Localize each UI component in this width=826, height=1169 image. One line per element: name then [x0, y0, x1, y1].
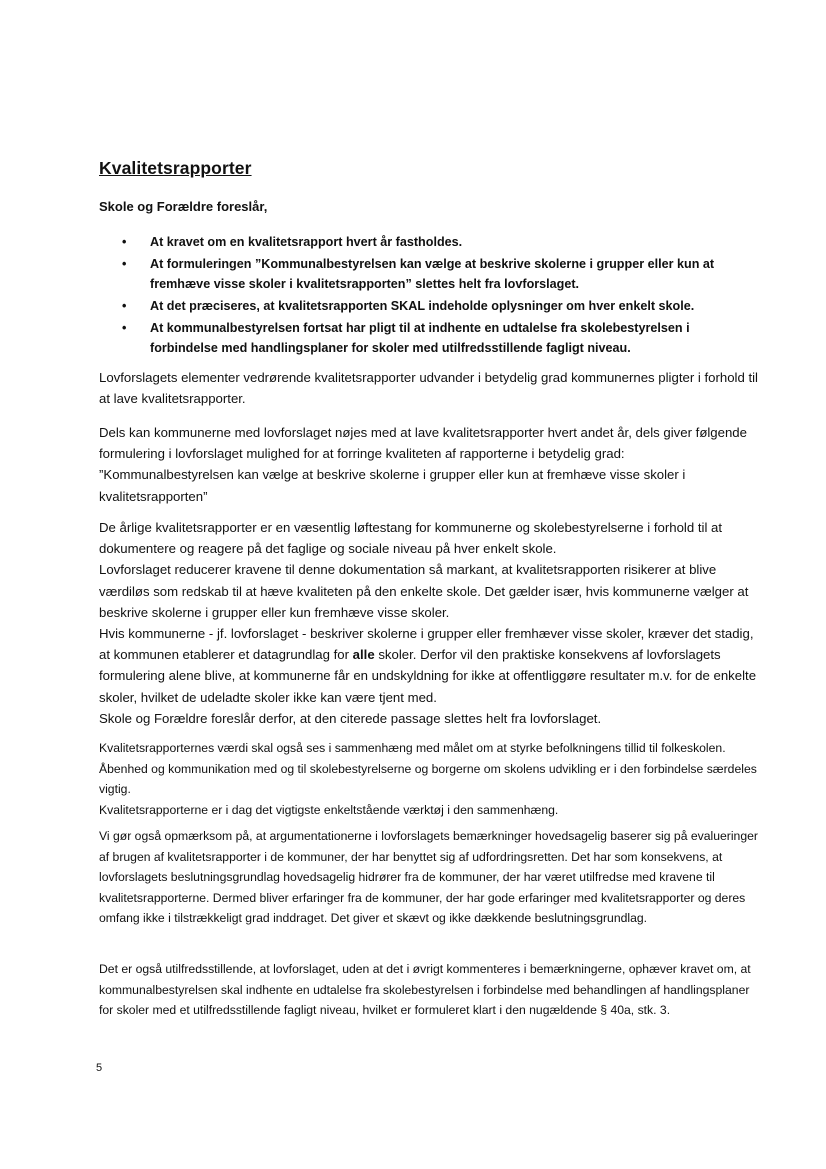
- paragraph-4: [99, 738, 759, 820]
- paragraph-text: Vi gør også opmærksom på, at argumentationerne i lovforslagets bemærkninger hovedsagelig baserer sig på evalueringer af brugen af kvalitetsrapporter i de kommuner, der har benyttet sig af udfordringsretten. Det har som konsekvens, at lovforslagets beslutningsgrundlag hovedsagelig hidrører fra de kommuner, der har været utilfredse med kravene til kvalitetsrapporterne. Dermed bliver erfaringer fra de kommuner, der har gode erfaringer med kvalitetsrapporter og deres omfang ikke i tilstrækkeligt grad inddraget. Det giver et skævt og ikke dækkende beslutningsgrundlag.: [99, 829, 758, 925]
- paragraph-text: De årlige kvalitetsrapporter er en væsentlig løftestang for kommunerne og skolebestyrelserne i forhold til at dokumentere og reagere på det faglige og sociale niveau på hver enkelt skole.: [99, 520, 723, 557]
- proposal-item: [120, 254, 730, 294]
- paragraph-text: [99, 623, 759, 708]
- bullet-icon: •: [122, 235, 127, 249]
- proposal-text: At formuleringen ”Kommunalbestyrelsen kan vælge at beskrive skolerne i grupper eller kun at fremhæve visse skoler i kvalitetsrapporten” slettes helt fra lovforslaget.: [150, 257, 715, 291]
- proposal-item: [120, 318, 730, 358]
- text-run: Hvis kommunerne - jf. lovforslaget - beskriver skolerne i grupper eller fremhæver visse skoler, kræver det stadig, at kommunen etablerer et datagrundlag for: [99, 626, 754, 663]
- proposal-text: At kommunalbestyrelsen fortsat har pligt til at indhente en udtalelse fra skolebestyrelsen i forbindelse med handlingsplaner for skoler med utilfredsstillende fagligt niveau.: [150, 321, 690, 355]
- paragraph-5: [99, 826, 759, 929]
- section-title: Kvalitetsrapporter: [99, 158, 252, 178]
- paragraph-text: Lovforslagets elementer vedrørende kvalitetsrapporter udvander i betydelig grad kommunernes pligter i forhold til at lave kvalitetsrapporter.: [99, 370, 758, 407]
- paragraph-3: [99, 517, 759, 729]
- paragraph-text: Kvalitetsrapporternes værdi skal også ses i sammenhæng med målet om at styrke befolkningens tillid til folkeskolen. Åbenhed og kommunikation med og til skolebestyrelserne og borgerne om skolens udvikling er i den forbindelse særdeles vigtig.: [99, 741, 757, 796]
- paragraph-6: [99, 959, 759, 1021]
- paragraph-text: Dels kan kommunerne med lovforslaget nøjes med at lave kvalitetsrapporter hvert andet år, dels giver følgende formulering i lovforslaget mulighed for at forringe kvaliteten af rapporterne i betydelig grad: ”Kommunalbestyrelsen kan vælge at beskrive skolerne i grupper eller kun at fremhæve visse skoler i kvalitetsrapporten”: [99, 425, 747, 504]
- paragraph-text: Lovforslaget reducerer kravene til denne dokumentation så markant, at kvalitetsrapporten risikerer at blive værdiløs som redskab til at hæve kvaliteten på den enkelte skole. Det gælder især, hvis kommunerne vælger at beskrive skolerne i grupper eller kun fremhæve visse skoler.: [99, 562, 749, 620]
- emphasis-text: alle: [352, 647, 375, 663]
- paragraph-text: Det er også utilfredsstillende, at lovforslaget, uden at det i øvrigt kommenteres i bemærkningerne, ophæver kravet om, at kommunalbestyrelsen skal indhente en udtalelse fra skolebestyrelsen i forbindelse med behandlingen af handlingsplaner for skoler med et utilfredsstillende fagligt niveau, hvilket er formuleret klart i den nugældende § 40a, stk. 3.: [99, 962, 751, 1017]
- proposal-text: At kravet om en kvalitetsrapport hvert år fastholdes.: [150, 235, 463, 249]
- bullet-icon: •: [122, 257, 127, 271]
- paragraph-text: Skole og Forældre foreslår derfor, at den citerede passage slettes helt fra lovforslaget.: [99, 710, 602, 726]
- proposal-item: [120, 232, 730, 252]
- bullet-icon: •: [122, 321, 127, 335]
- paragraph-2: [99, 422, 759, 507]
- proposal-text: At det præciseres, at kvalitetsrapporten SKAL indeholde oplysninger om hver enkelt skole.: [150, 299, 695, 313]
- paragraph-text: Kvalitetsrapporterne er i dag det vigtigste enkeltstående værktøj i den sammenhæng.: [99, 802, 559, 817]
- paragraph-1: [99, 367, 759, 409]
- proposal-item: [120, 296, 730, 316]
- proposal-list: [120, 232, 730, 360]
- text-run: skoler. Derfor vil den praktiske konsekvens af lovforslagets formulering alene blive, at kommunerne får en undskyldning for ikke at offentliggøre resultater m.v. for de enkelte skoler, hvilket de udeladte skoler ikke kan være tjent med.: [99, 647, 757, 705]
- page-number: 5: [96, 1062, 103, 1074]
- proposal-intro: Skole og Forældre foreslår,: [99, 199, 268, 214]
- bullet-icon: •: [122, 299, 127, 313]
